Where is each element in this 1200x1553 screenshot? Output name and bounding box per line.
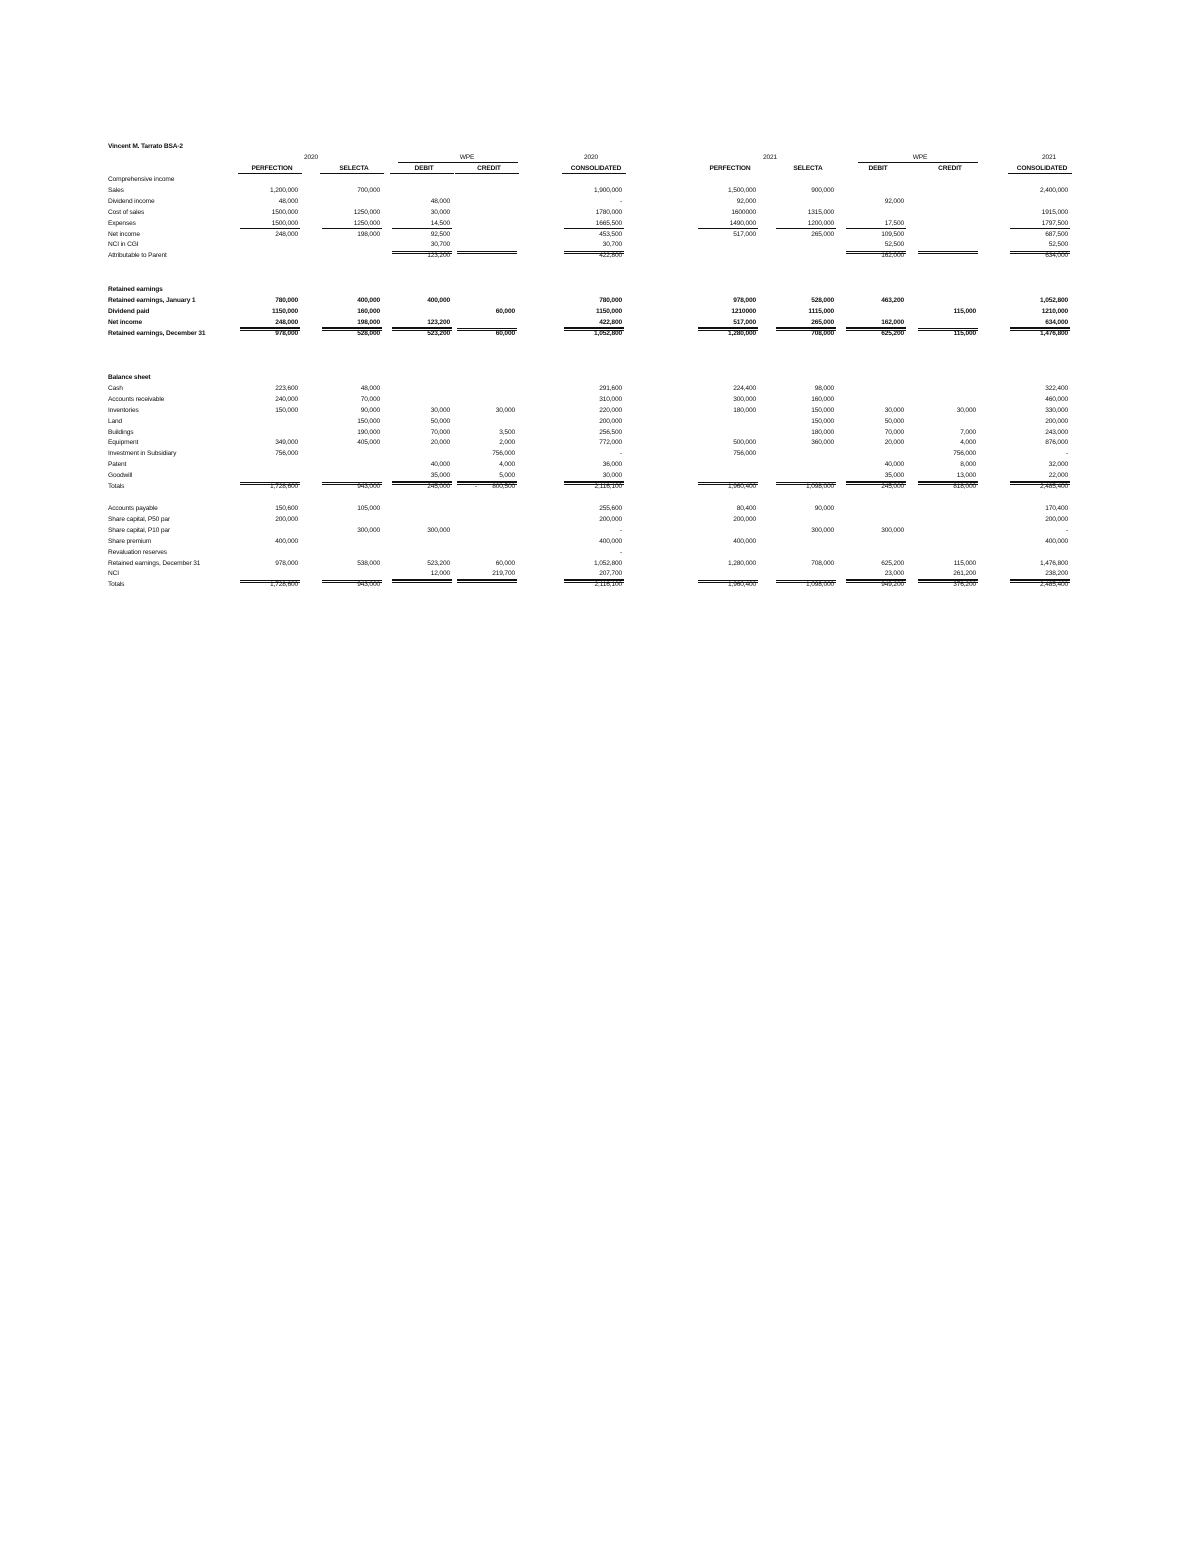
- row-label: Accounts receivable: [108, 395, 165, 403]
- cell-value: 105,000: [357, 505, 380, 512]
- total-rule: [564, 228, 624, 229]
- column-header: PERFECTION: [251, 165, 293, 172]
- column-header-underline: [1008, 173, 1072, 174]
- cell-value: 300,000: [427, 526, 450, 534]
- cell-value: 500,000: [733, 439, 756, 447]
- cell-value: 756,000: [953, 450, 976, 458]
- cell-value: 30,700: [430, 241, 450, 249]
- total-rule: [240, 580, 300, 583]
- consolidated-2020-year-label: 2020: [583, 154, 599, 161]
- cell-value: 200,000: [275, 515, 298, 523]
- cell-value: 978,000: [275, 559, 298, 567]
- column-header: CREDIT: [938, 165, 962, 172]
- total-rule: [1010, 251, 1070, 254]
- cell-value: 180,000: [811, 428, 834, 436]
- cell-value: 780,000: [275, 296, 298, 304]
- row-label: Cash: [108, 384, 123, 392]
- author-name: Vincent M. Tarrato BSA-2: [108, 143, 183, 150]
- cell-value: 256,500: [599, 428, 622, 436]
- cell-value: 400,000: [733, 537, 756, 545]
- cell-value: 900,000: [811, 186, 834, 194]
- cell-value: 200,000: [733, 515, 756, 523]
- cell-value: 376,200: [953, 581, 976, 589]
- cell-value: 80,400: [736, 505, 756, 512]
- cell-value: 1,098,000: [806, 581, 834, 589]
- row-label: Net income: [108, 230, 140, 238]
- cell-value: 523,200: [427, 329, 450, 337]
- cell-value: 756,000: [275, 450, 298, 458]
- cell-value: 60,000: [495, 307, 515, 315]
- wpe-2021-rule: [858, 162, 978, 163]
- cell-value: 245,000: [881, 483, 904, 490]
- cell-value: 400,000: [275, 537, 298, 545]
- cell-value: 528,000: [357, 329, 380, 337]
- cell-value: 30,000: [602, 472, 622, 480]
- cell-value: 17,500: [884, 219, 904, 227]
- cell-value: 360,000: [811, 439, 834, 447]
- total-rule: [240, 228, 300, 229]
- cell-value: 52,500: [884, 241, 904, 249]
- column-header: DEBIT: [414, 165, 434, 172]
- cell-value: 634,000: [1045, 318, 1068, 326]
- row-label: Patent: [108, 461, 127, 469]
- total-rule: [240, 482, 300, 485]
- cell-value: 70,000: [360, 395, 380, 403]
- cell-value: 1,900,000: [594, 186, 622, 194]
- cell-value: 1,960,400: [728, 581, 756, 589]
- dash-mark: -: [475, 483, 478, 490]
- total-rule: [392, 228, 452, 229]
- cell-value: 160,000: [811, 395, 834, 403]
- total-rule: [564, 328, 624, 331]
- cell-value: 349,000: [275, 439, 298, 447]
- cell-value: 4,000: [499, 461, 515, 469]
- wpe-2021-label: WPE: [912, 154, 928, 161]
- wpe-2020-label: WPE: [459, 154, 475, 161]
- cell-value: 30,000: [430, 406, 450, 414]
- total-rule: [918, 251, 978, 254]
- cell-value: 528,000: [811, 296, 834, 304]
- cell-value: 60,000: [495, 559, 515, 567]
- row-label: Share premium: [108, 537, 152, 545]
- column-header: CONSOLIDATED: [570, 165, 622, 172]
- cell-value: 876,000: [1045, 439, 1068, 447]
- cell-value: 248,000: [275, 318, 298, 326]
- row-label: Share capital, P50 par: [108, 515, 170, 523]
- cell-value: 1797,500: [1041, 219, 1068, 227]
- cell-value: 756,000: [733, 450, 756, 458]
- cell-value: 90,000: [814, 505, 834, 512]
- cell-value: -: [619, 526, 622, 534]
- cell-value: 7,000: [960, 428, 976, 436]
- year-2021-label: 2021: [762, 154, 778, 161]
- cell-value: 200,000: [599, 515, 622, 523]
- cell-value: 422,800: [599, 318, 622, 326]
- cell-value: 30,000: [430, 208, 450, 216]
- cell-value: 1,476,800: [1040, 559, 1068, 567]
- total-rule: [457, 580, 517, 583]
- cell-value: 150,600: [275, 505, 298, 512]
- total-rule: [1010, 482, 1070, 485]
- cell-value: 517,000: [733, 318, 756, 326]
- cell-value: 1600000: [731, 208, 756, 216]
- cell-value: 405,000: [357, 439, 380, 447]
- cell-value: 700,000: [357, 186, 380, 194]
- cell-value: 1,280,000: [728, 559, 756, 567]
- cell-value: 400,000: [599, 537, 622, 545]
- cell-value: 2,400,000: [1040, 186, 1068, 194]
- cell-value: 92,000: [884, 197, 904, 205]
- cell-value: 32,000: [1048, 461, 1068, 469]
- cell-value: 625,200: [881, 329, 904, 337]
- cell-value: 248,000: [275, 230, 298, 238]
- column-header: SELECTA: [339, 165, 369, 172]
- cell-value: 13,000: [956, 472, 976, 480]
- cell-value: 8,000: [960, 461, 976, 469]
- row-label: Equipment: [108, 439, 139, 447]
- cell-value: 1115,000: [808, 307, 834, 315]
- row-label: Share capital, P10 par: [108, 526, 170, 534]
- total-rule: [918, 482, 978, 485]
- cell-value: 50,000: [430, 417, 450, 425]
- cell-value: 115,000: [953, 329, 976, 337]
- cell-value: 2,485,400: [1040, 581, 1068, 589]
- total-rule: [776, 228, 836, 229]
- total-rule: [846, 482, 906, 485]
- cell-value: 150,000: [811, 406, 834, 414]
- cell-value: 2,116,100: [594, 581, 622, 589]
- cell-value: 1,200,000: [270, 186, 298, 194]
- cell-value: 756,000: [492, 450, 515, 458]
- cell-value: 109,500: [881, 230, 904, 238]
- total-rule: [918, 328, 978, 331]
- cell-value: 30,000: [956, 406, 976, 414]
- cell-value: 198,000: [357, 318, 380, 326]
- total-rule: [698, 482, 758, 485]
- cell-value: 190,000: [357, 428, 380, 436]
- row-label: Cost of sales: [108, 208, 145, 216]
- total-rule: [776, 482, 836, 485]
- cell-value: 300,000: [357, 526, 380, 534]
- column-header-underline: [390, 173, 454, 174]
- cell-value: 1500,000: [271, 219, 298, 227]
- cell-value: 708,000: [811, 329, 834, 337]
- cell-value: 220,000: [599, 406, 622, 414]
- total-rule: [846, 251, 906, 254]
- consolidated-2021-year-label: 2021: [1041, 154, 1057, 161]
- cell-value: 48,000: [278, 197, 298, 205]
- cell-value: 20,000: [884, 439, 904, 447]
- total-rule: [457, 482, 517, 485]
- cell-value: -: [619, 548, 622, 556]
- cell-value: -: [1065, 526, 1068, 534]
- total-rule: [392, 482, 452, 485]
- total-rule: [457, 251, 517, 254]
- total-rule: [846, 228, 906, 229]
- section-title: Balance sheet: [108, 374, 151, 381]
- cell-value: 261,200: [953, 570, 976, 578]
- column-header-underline: [320, 173, 384, 174]
- cell-value: 20,000: [430, 439, 450, 447]
- cell-value: 52,500: [1048, 241, 1068, 249]
- cell-value: 115,000: [953, 559, 976, 567]
- cell-value: 70,000: [430, 428, 450, 436]
- total-rule: [698, 328, 758, 331]
- cell-value: 1915,000: [1041, 208, 1068, 216]
- cell-value: 200,000: [599, 417, 622, 425]
- cell-value: 1665,500: [595, 219, 622, 227]
- cell-value: 48,000: [430, 197, 450, 205]
- column-header: DEBIT: [868, 165, 888, 172]
- total-rule: [240, 328, 300, 331]
- row-label: Totals: [108, 483, 125, 490]
- cell-value: 1,728,600: [270, 483, 298, 490]
- row-label: Buildings: [108, 428, 134, 436]
- total-rule: [1010, 580, 1070, 583]
- cell-value: 48,000: [360, 384, 380, 392]
- row-label: Accounts payable: [108, 505, 158, 512]
- cell-value: 70,000: [884, 428, 904, 436]
- cell-value: 90,000: [360, 406, 380, 414]
- cell-value: 1780,000: [595, 208, 622, 216]
- cell-value: 1200,000: [807, 219, 834, 227]
- cell-value: 265,000: [811, 318, 834, 326]
- column-header-underline: [238, 173, 302, 174]
- cell-value: 150,000: [811, 417, 834, 425]
- cell-value: 708,000: [811, 559, 834, 567]
- cell-value: 12,000: [430, 570, 450, 578]
- cell-value: 123,200: [427, 252, 450, 260]
- cell-value: 1150,000: [272, 307, 298, 315]
- cell-value: 978,000: [275, 329, 298, 337]
- cell-value: 1,476,800: [1040, 329, 1068, 337]
- cell-value: 162,000: [881, 252, 904, 260]
- row-label: Inventories: [108, 406, 139, 414]
- cell-value: 238,200: [1045, 570, 1068, 578]
- cell-value: 198,000: [357, 230, 380, 238]
- total-rule: [1010, 328, 1070, 331]
- cell-value: 200,000: [1045, 515, 1068, 523]
- cell-value: 2,485,400: [1040, 483, 1068, 490]
- cell-value: 200,000: [1045, 417, 1068, 425]
- cell-value: 1,052,800: [1040, 296, 1068, 304]
- cell-value: 1210000: [731, 307, 756, 315]
- section-title: Comprehensive income: [108, 176, 175, 183]
- cell-value: 1,500,000: [728, 186, 756, 194]
- cell-value: 60,000: [495, 329, 515, 337]
- row-label: Land: [108, 417, 123, 425]
- cell-value: 517,000: [733, 230, 756, 238]
- row-label: Totals: [108, 581, 125, 589]
- cell-value: 772,000: [599, 439, 622, 447]
- row-label: Dividend income: [108, 197, 155, 205]
- cell-value: 800,500: [492, 483, 515, 490]
- cell-value: 1,052,800: [594, 559, 622, 567]
- cell-value: 1250,000: [353, 219, 380, 227]
- cell-value: 1490,000: [729, 219, 756, 227]
- column-header-underline: [562, 173, 626, 174]
- row-label: NCI: [108, 570, 119, 578]
- cell-value: 5,000: [499, 472, 515, 480]
- cell-value: 1210,000: [1041, 307, 1068, 315]
- cell-value: 98,000: [814, 384, 834, 392]
- total-rule: [392, 580, 452, 583]
- cell-value: 978,000: [733, 296, 756, 304]
- cell-value: 30,700: [602, 241, 622, 249]
- cell-value: 634,000: [1045, 252, 1068, 260]
- cell-value: 3,500: [499, 428, 515, 436]
- cell-value: 22,000: [1048, 472, 1068, 480]
- row-label: Sales: [108, 186, 124, 194]
- cell-value: 1,728,600: [270, 581, 298, 589]
- cell-value: 35,000: [884, 472, 904, 480]
- cell-value: -: [1065, 450, 1068, 458]
- row-label: Expenses: [108, 219, 136, 227]
- cell-value: 687,500: [1045, 230, 1068, 238]
- cell-value: 400,000: [357, 296, 380, 304]
- row-label: Retained earnings, January 1: [108, 296, 196, 304]
- row-label: Retained earnings, December 31: [108, 329, 206, 337]
- cell-value: 180,000: [733, 406, 756, 414]
- cell-value: 14,500: [430, 219, 450, 227]
- column-header-underline: [455, 173, 519, 174]
- cell-value: 523,200: [427, 559, 450, 567]
- cell-value: 243,000: [1045, 428, 1068, 436]
- column-header: CREDIT: [477, 165, 501, 172]
- total-rule: [776, 580, 836, 583]
- cell-value: 400,000: [427, 296, 450, 304]
- cell-value: 460,000: [1045, 395, 1068, 403]
- cell-value: 1500,000: [271, 208, 298, 216]
- total-rule: [322, 580, 382, 583]
- cell-value: 36,000: [602, 461, 622, 469]
- cell-value: -: [619, 450, 622, 458]
- cell-value: 265,000: [811, 230, 834, 238]
- cell-value: 322,400: [1045, 384, 1068, 392]
- total-rule: [846, 580, 906, 583]
- cell-value: 330,000: [1045, 406, 1068, 414]
- cell-value: 170,400: [1045, 505, 1068, 512]
- cell-value: 422,800: [599, 252, 622, 260]
- cell-value: 453,500: [599, 230, 622, 238]
- total-rule: [322, 482, 382, 485]
- row-label: Net income: [108, 318, 143, 326]
- row-label: Retained earnings, December 31: [108, 559, 201, 567]
- consolidation-worksheet: [0, 0, 1200, 620]
- cell-value: 943,000: [357, 581, 380, 589]
- cell-value: 30,000: [495, 406, 515, 414]
- cell-value: 23,000: [884, 570, 904, 578]
- cell-value: 943,000: [357, 483, 380, 490]
- cell-value: 463,200: [881, 296, 904, 304]
- row-label: NCI in CGI: [108, 241, 139, 249]
- cell-value: 150,000: [275, 406, 298, 414]
- cell-value: 818,000: [953, 483, 976, 490]
- total-rule: [564, 580, 624, 583]
- cell-value: 35,000: [430, 472, 450, 480]
- cell-value: 162,000: [881, 318, 904, 326]
- total-rule: [698, 580, 758, 583]
- cell-value: 780,000: [599, 296, 622, 304]
- total-rule: [322, 328, 382, 331]
- cell-value: 40,000: [884, 461, 904, 469]
- cell-value: 30,000: [884, 406, 904, 414]
- total-rule: [776, 328, 836, 331]
- year-2020-label: 2020: [303, 154, 319, 161]
- row-label: Goodwill: [108, 472, 133, 480]
- cell-value: 300,000: [733, 395, 756, 403]
- cell-value: 50,000: [884, 417, 904, 425]
- cell-value: 92,000: [736, 197, 756, 205]
- cell-value: 1,052,800: [594, 329, 622, 337]
- total-rule: [918, 580, 978, 583]
- cell-value: 1250,000: [353, 208, 380, 216]
- total-rule: [457, 328, 517, 331]
- cell-value: 300,000: [811, 526, 834, 534]
- cell-value: 245,000: [427, 483, 450, 490]
- cell-value: 207,700: [599, 570, 622, 578]
- total-rule: [392, 328, 452, 331]
- row-label: Attributable to Parent: [108, 252, 167, 260]
- cell-value: 219,700: [492, 570, 515, 578]
- cell-value: 949,200: [881, 581, 904, 589]
- cell-value: 1,280,000: [728, 329, 756, 337]
- cell-value: 40,000: [430, 461, 450, 469]
- cell-value: 1315,000: [807, 208, 834, 216]
- cell-value: 1,960,400: [728, 483, 756, 490]
- cell-value: 625,200: [881, 559, 904, 567]
- cell-value: 115,000: [953, 307, 976, 315]
- cell-value: 123,200: [427, 318, 450, 326]
- cell-value: 160,000: [357, 307, 380, 315]
- section-title: Retained earnings: [108, 286, 163, 293]
- cell-value: 310,000: [599, 395, 622, 403]
- cell-value: 538,000: [357, 559, 380, 567]
- cell-value: 223,600: [275, 384, 298, 392]
- column-header: SELECTA: [793, 165, 823, 172]
- row-label: Revaluation reserves: [108, 548, 167, 556]
- cell-value: 150,000: [357, 417, 380, 425]
- cell-value: 2,000: [499, 439, 515, 447]
- cell-value: 1,098,000: [806, 483, 834, 490]
- total-rule: [698, 228, 758, 229]
- total-rule: [322, 228, 382, 229]
- cell-value: 4,000: [960, 439, 976, 447]
- total-rule: [564, 482, 624, 485]
- total-rule: [392, 251, 452, 254]
- total-rule: [1010, 228, 1070, 229]
- cell-value: 291,600: [599, 384, 622, 392]
- row-label: Investment in Subsidiary: [108, 450, 177, 458]
- cell-value: 224,400: [733, 384, 756, 392]
- cell-value: 255,600: [599, 505, 622, 512]
- cell-value: 92,500: [430, 230, 450, 238]
- total-rule: [564, 251, 624, 254]
- column-header: PERFECTION: [709, 165, 751, 172]
- wpe-2020-rule: [398, 162, 518, 163]
- total-rule: [846, 328, 906, 331]
- cell-value: 240,000: [275, 395, 298, 403]
- cell-value: 300,000: [881, 526, 904, 534]
- cell-value: 400,000: [1045, 537, 1068, 545]
- column-header: CONSOLIDATED: [1016, 165, 1068, 172]
- cell-value: 2,116,100: [594, 483, 622, 490]
- row-label: Dividend paid: [108, 307, 150, 315]
- cell-value: 1150,000: [596, 307, 622, 315]
- cell-value: -: [619, 197, 622, 205]
